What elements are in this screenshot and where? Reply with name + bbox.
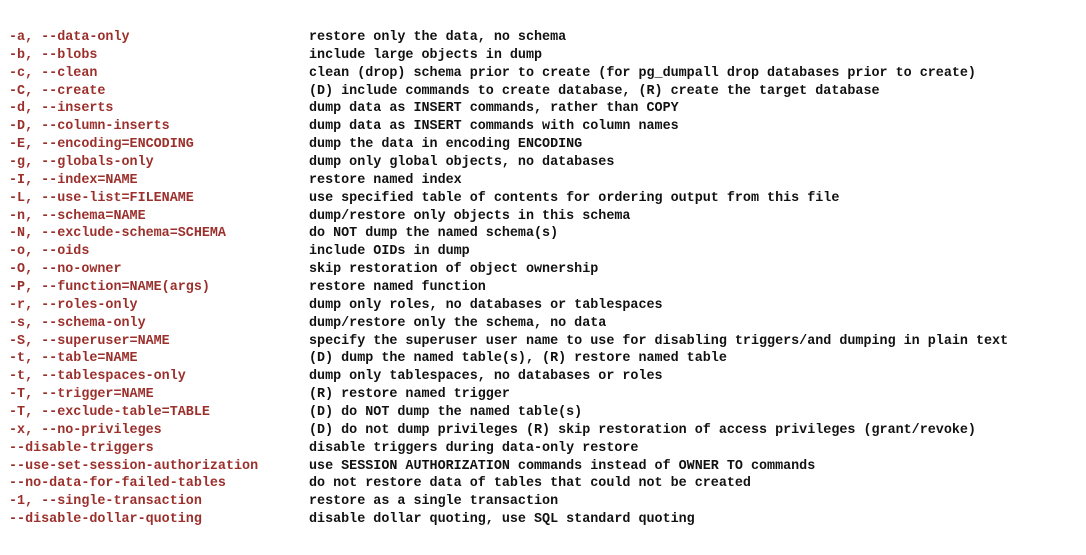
option-description: disable triggers during data-only restore (309, 440, 639, 456)
option-description: restore named function (309, 280, 486, 296)
option-flag: -P, --function=NAME(args) (9, 280, 210, 296)
option-row (9, 136, 1084, 154)
option-flag: -s, --schema-only (9, 315, 146, 331)
option-description: (D) include commands to create database, (R) create the target database (309, 83, 880, 99)
option-row (9, 279, 1084, 297)
option-row (9, 243, 1084, 261)
option-description: restore only the data, no schema (309, 30, 567, 45)
option-row (9, 65, 1084, 83)
option-description: dump the data in encoding ENCODING (309, 137, 583, 153)
option-flag: -a, --data-only (9, 30, 130, 45)
option-flag: -x, --no-privileges (9, 422, 162, 438)
option-flag: -1, --single-transaction (9, 494, 202, 510)
option-description: dump only roles, no databases or tablespaces (309, 297, 663, 313)
option-description: (D) do not dump privileges (R) skip restoration of access privileges (grant/revoke) (309, 422, 976, 438)
option-row (9, 190, 1084, 208)
option-flag: -d, --inserts (9, 101, 114, 117)
option-row (9, 100, 1084, 118)
option-row (9, 225, 1084, 243)
option-row (9, 440, 1084, 458)
option-flag: -E, --encoding=ENCODING (9, 137, 194, 153)
option-row (9, 47, 1084, 65)
option-row (9, 475, 1084, 493)
option-row (9, 154, 1084, 172)
option-row (9, 29, 1084, 47)
option-flag: -c, --clean (9, 65, 98, 81)
option-row (9, 458, 1084, 476)
option-description: (D) do NOT dump the named table(s) (309, 405, 583, 421)
option-row (9, 350, 1084, 368)
options-table (9, 29, 1084, 529)
option-flag: -D, --column-inserts (9, 119, 170, 135)
option-description: dump/restore only objects in this schema (309, 208, 631, 224)
option-flag: -I, --index=NAME (9, 172, 138, 188)
option-description: dump only tablespaces, no databases or roles (309, 369, 663, 385)
option-flag: --disable-triggers (9, 440, 154, 456)
option-flag: -S, --superuser=NAME (9, 333, 170, 349)
option-flag: --disable-dollar-quoting (9, 512, 202, 528)
option-row (9, 315, 1084, 333)
option-row (9, 297, 1084, 315)
option-description: dump only global objects, no databases (309, 155, 615, 171)
option-flag: -O, --no-owner (9, 262, 122, 278)
option-flag: -g, --globals-only (9, 155, 154, 171)
option-flag: -t, --table=NAME (9, 351, 138, 367)
option-flag: -n, --schema=NAME (9, 208, 146, 224)
option-description: specify the superuser user name to use for disabling triggers/and dumping in plain text (309, 333, 1009, 349)
option-row (9, 172, 1084, 190)
option-description: do NOT dump the named schema(s) (309, 226, 559, 242)
option-description: include OIDs in dump (309, 244, 470, 260)
option-description: skip restoration of object ownership (309, 262, 599, 278)
option-description: (R) restore named trigger (309, 387, 510, 403)
option-flag: --no-data-for-failed-tables (9, 476, 226, 492)
option-row (9, 83, 1084, 101)
option-flag: -T, --exclude-table=TABLE (9, 405, 210, 421)
option-flag: -C, --create (9, 83, 106, 99)
option-row (9, 118, 1084, 136)
option-flag: -L, --use-list=FILENAME (9, 190, 194, 206)
option-description: dump data as INSERT commands with column names (309, 119, 679, 135)
option-description: (D) dump the named table(s), (R) restore named table (309, 351, 727, 367)
option-description: dump data as INSERT commands, rather than COPY (309, 101, 679, 117)
option-row (9, 208, 1084, 226)
option-description: use SESSION AUTHORIZATION commands instead of OWNER TO commands (309, 458, 816, 474)
option-description: use specified table of contents for ordering output from this file (309, 190, 840, 206)
option-row (9, 333, 1084, 351)
option-description: disable dollar quoting, use SQL standard quoting (309, 512, 695, 528)
option-flag: -T, --trigger=NAME (9, 387, 154, 403)
option-description: do not restore data of tables that could not be created (309, 476, 751, 492)
option-description: restore named index (309, 172, 462, 188)
option-row (9, 493, 1084, 511)
option-row (9, 386, 1084, 404)
option-flag: -o, --oids (9, 244, 90, 260)
option-flag: -t, --tablespaces-only (9, 369, 186, 385)
option-description: include large objects in dump (309, 47, 543, 63)
option-row (9, 511, 1084, 529)
option-description: restore as a single transaction (309, 494, 559, 510)
option-flag: -b, --blobs (9, 47, 98, 63)
option-flag: --use-set-session-authorization (9, 458, 259, 474)
option-flag: -N, --exclude-schema=SCHEMA (9, 226, 226, 242)
option-description: dump/restore only the schema, no data (309, 315, 607, 331)
option-row (9, 404, 1084, 422)
option-row (9, 422, 1084, 440)
option-row (9, 261, 1084, 279)
option-description: clean (drop) schema prior to create (for pg_dumpall drop databases prior to create) (309, 65, 976, 81)
option-row (9, 368, 1084, 386)
option-flag: -r, --roles-only (9, 297, 138, 313)
